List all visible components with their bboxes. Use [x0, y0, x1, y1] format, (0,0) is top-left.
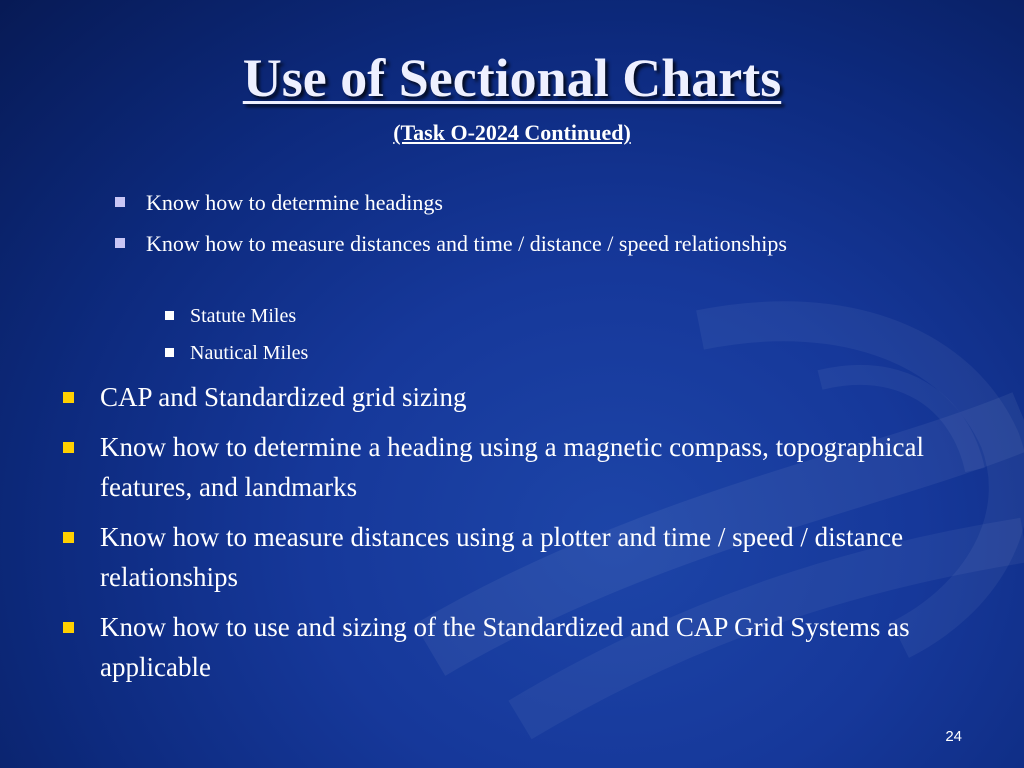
list-item-text: Know how to determine a heading using a magnetic compass, topographical features, and landmarks [100, 432, 925, 502]
slide-subtitle: (Task O-2024 Continued) [393, 120, 631, 145]
bullet-icon [165, 311, 174, 320]
list-item-text: Nautical Miles [190, 342, 309, 364]
bullet-icon [63, 392, 74, 403]
list-item [100, 377, 980, 417]
bullet-icon [115, 197, 125, 207]
bullet-icon [165, 348, 174, 357]
bullet-icon [63, 442, 74, 453]
bullet-icon [115, 238, 125, 248]
list-item [100, 607, 980, 687]
list-item-text: CAP and Standardized grid sizing [100, 382, 467, 412]
slide-title: Use of Sectional Charts [242, 48, 782, 108]
list-item [100, 427, 980, 507]
list-item [100, 517, 980, 597]
list-item [190, 338, 790, 368]
list-item [146, 186, 866, 219]
list-item-text: Know how to measure distances using a plotter and time / speed / distance relationships [100, 522, 904, 592]
list-item [146, 227, 846, 260]
list-item-text: Know how to use and sizing of the Standardized and CAP Grid Systems as applicable [100, 612, 910, 682]
page-number: 24 [945, 728, 962, 745]
list-item-text: Statute Miles [190, 305, 297, 327]
bullet-icon [63, 532, 74, 543]
list-item-text: Know how to measure distances and time / distance / speed relationships [146, 231, 787, 256]
list-item [190, 301, 790, 331]
bullet-icon [63, 622, 74, 633]
list-item-text: Know how to determine headings [146, 190, 443, 215]
